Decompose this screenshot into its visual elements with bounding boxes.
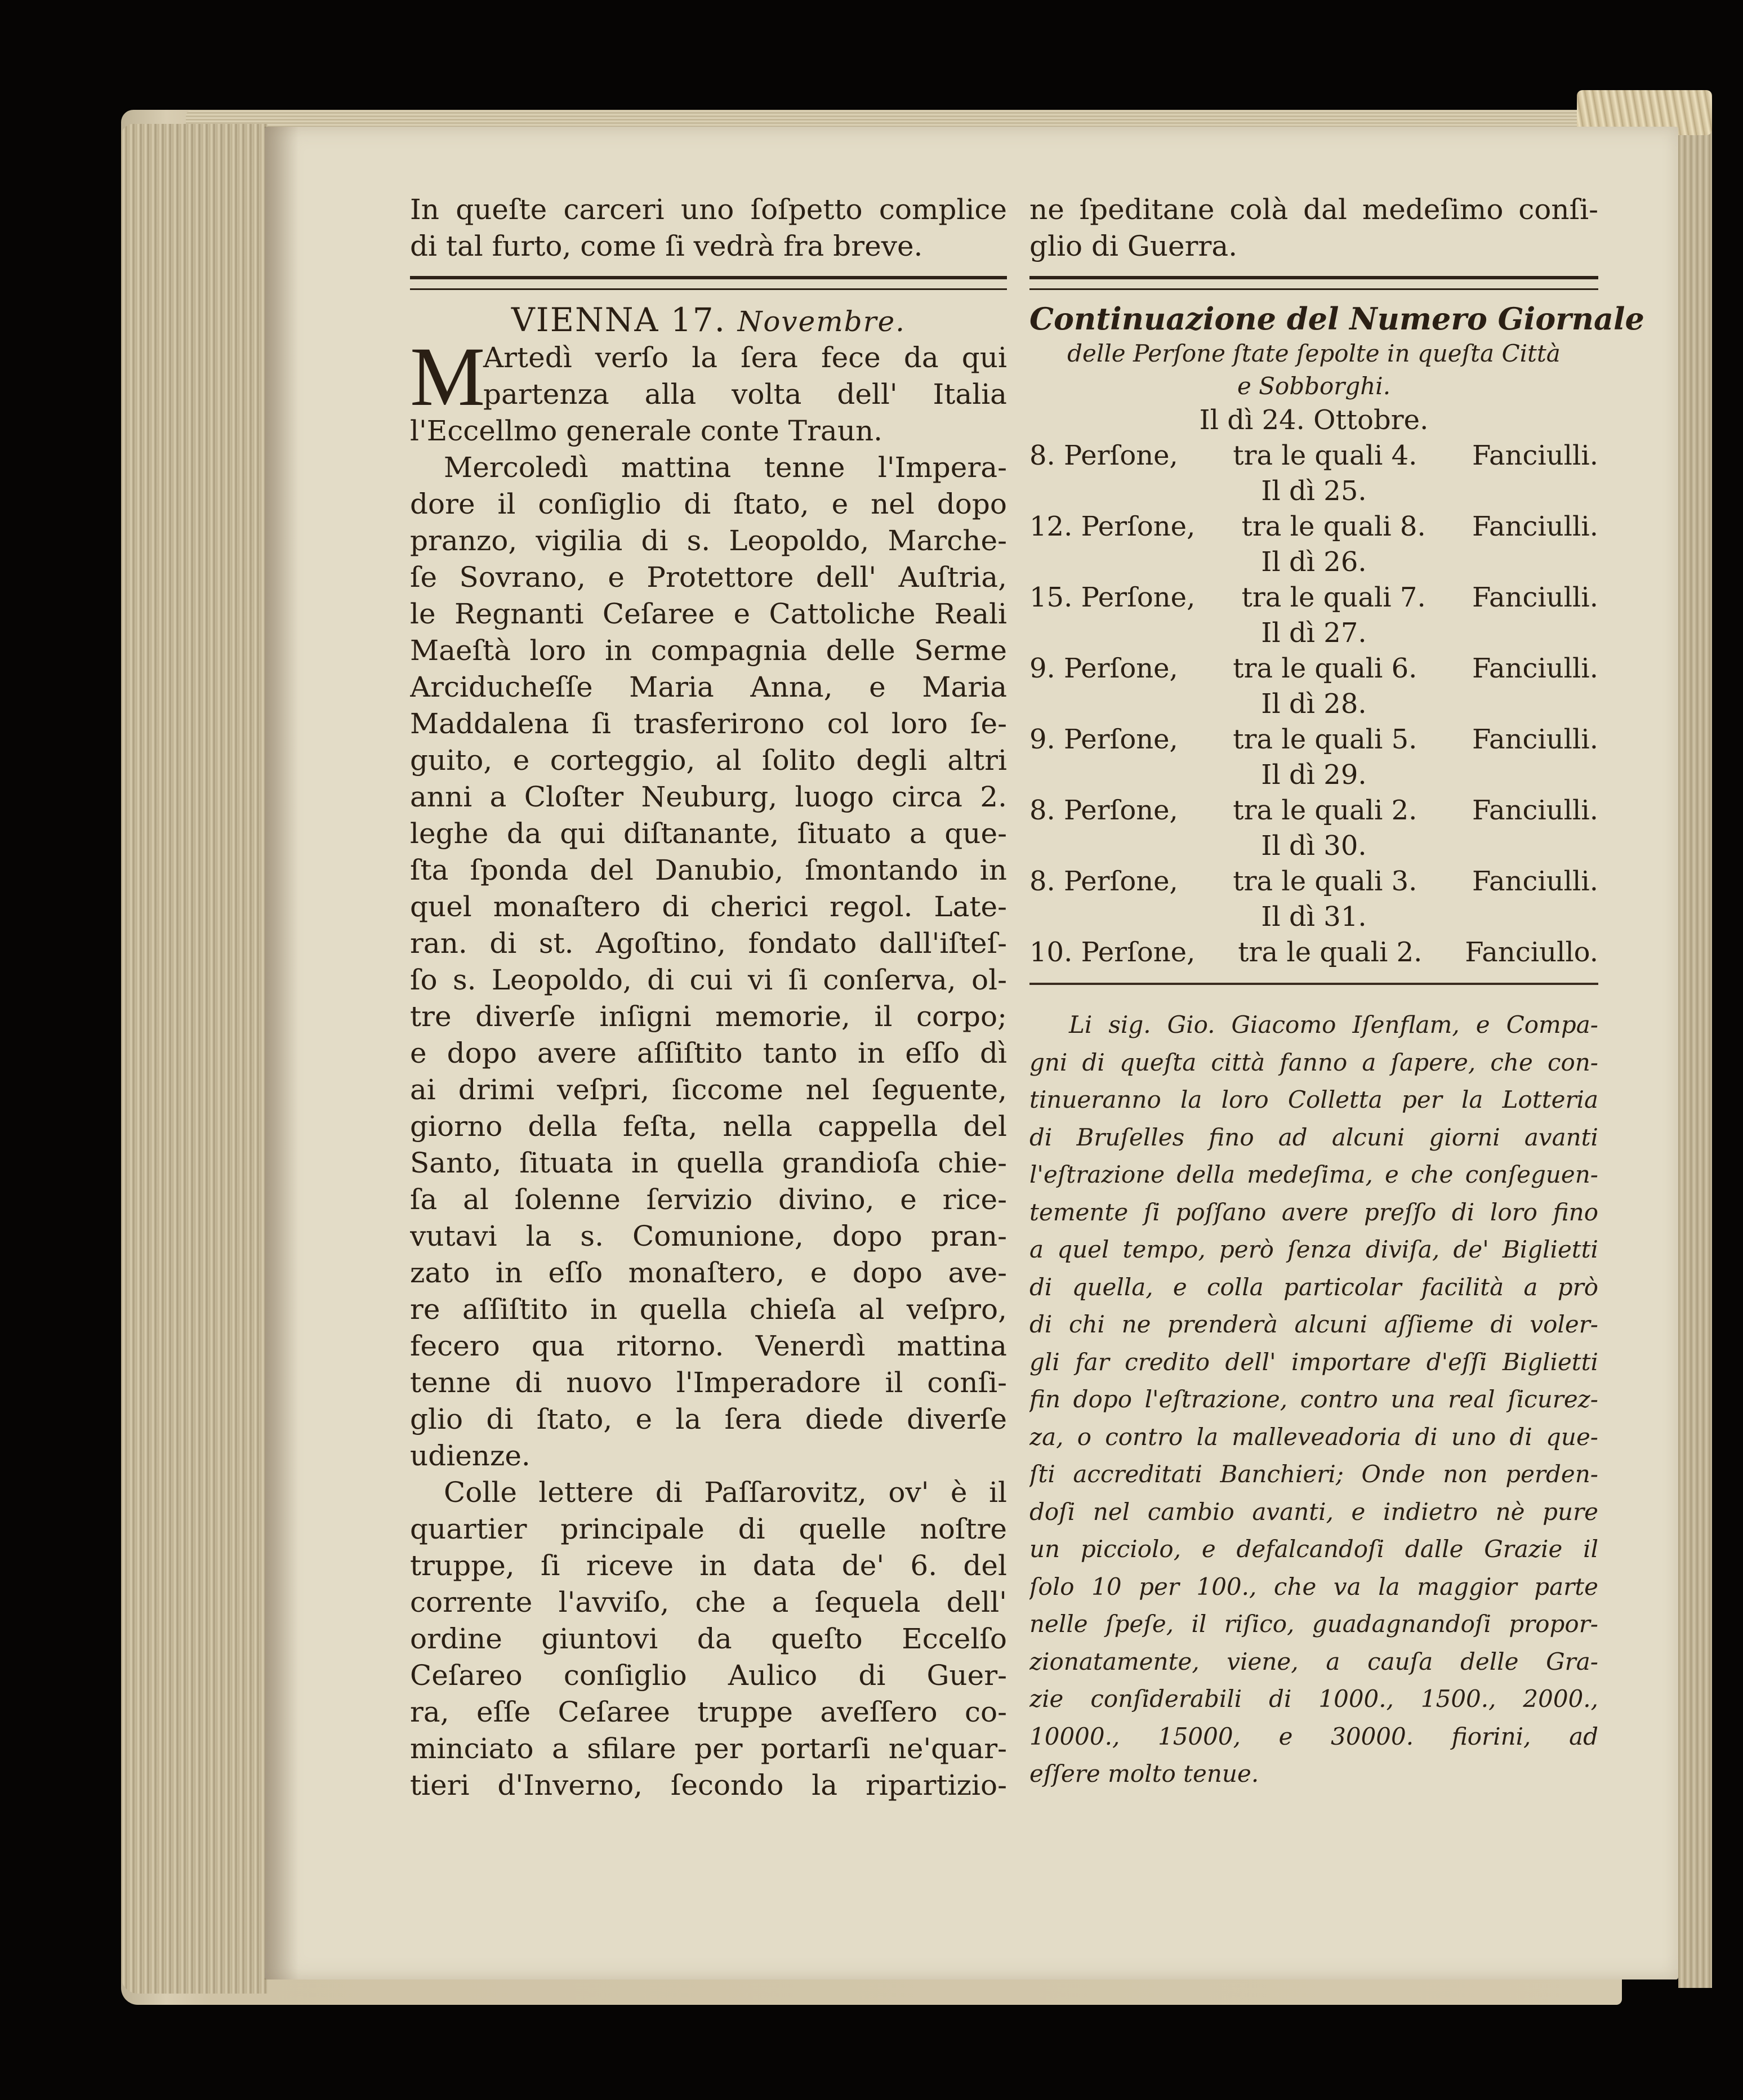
entry-day: Il dì 26.: [1261, 546, 1367, 578]
text-line: guito, e corteggio, al ſolito degli altri: [410, 744, 1007, 777]
text-line: ſta ſponda del Danubio, ſmontando in: [410, 854, 1007, 886]
burial-list: [1029, 403, 1598, 970]
text-line: Li sig. Gio. Giacomo Iſenflam, e Compa-: [1069, 1011, 1598, 1038]
text-line: le Regnanti Ceſaree e Cattoliche Reali: [410, 598, 1007, 630]
text-line: leghe da qui diſtanante, ſituato a que-: [410, 817, 1007, 850]
text-line: a quel tempo, però ſenza diviſa, de' Biglietti: [1029, 1236, 1598, 1263]
text-line: tenne di nuovo l'Imperadore il conſi-: [410, 1366, 1007, 1399]
text-line: Maddalena ſi trasferirono col loro ſe-: [410, 707, 1007, 740]
text-line: Colle lettere di Paſſarovitz, ov' è il: [444, 1476, 1007, 1509]
burial-list-heading: Continuazione del Numero Giornale: [1029, 301, 1644, 337]
entry-middle: tra le quali 5.: [1233, 724, 1417, 755]
entry-middle: tra le quali 7.: [1241, 582, 1426, 613]
burial-list-subheading: e Sobborghi.: [1237, 372, 1391, 400]
text-line: ſolo 10 per 100., che va la maggior parte: [1029, 1572, 1598, 1600]
entry-count: 10. Perſone,: [1029, 937, 1196, 968]
text-line: ſe Sovrano, e Protettore dell' Auſtria,: [410, 561, 1007, 594]
text-line: ra, eſſe Ceſaree truppe aveſſero co-: [410, 1696, 1007, 1728]
entry-middle: tra le quali 2.: [1238, 937, 1423, 968]
entry-count: 9. Perſone,: [1029, 653, 1178, 684]
text-line: ne ſpeditane colà dal medeſimo conſi-: [1029, 193, 1598, 226]
text-line: Ceſareo conſiglio Aulico di Guer-: [410, 1659, 1007, 1692]
lottery-notice: [1029, 1006, 1598, 1793]
entry-children: Fanciulli.: [1472, 440, 1598, 471]
dateline-heading: [410, 300, 1007, 340]
text-line: truppe, ſi riceve in data de' 6. del: [410, 1549, 1007, 1582]
entry-row: [1029, 935, 1598, 970]
text-line: Maeſtà loro in compagnia delle Serme: [410, 634, 1007, 667]
text-line: vutavi la s. Comunione, dopo pran-: [410, 1220, 1007, 1252]
entry-children: Fanciulli.: [1472, 582, 1598, 613]
entry-children: Fanciulli.: [1472, 795, 1598, 826]
text-line: ai drimi veſpri, ſiccome nel ſeguente,: [410, 1073, 1007, 1106]
entry-day: Il dì 29.: [1261, 759, 1367, 791]
entry-day: Il dì 24. Ottobre.: [1199, 404, 1429, 436]
text-line: tinueranno la loro Colletta per la Lotteria: [1029, 1086, 1598, 1113]
text-line: za, o contro la malleveadoria di uno di que-: [1029, 1423, 1598, 1451]
text-line: nelle ſpeſe, il riſico, guadagnandoſi propor-: [1029, 1610, 1598, 1638]
entry-count: 8. Perſone,: [1029, 440, 1178, 471]
entry-middle: tra le quali 4.: [1233, 440, 1417, 471]
entry-day: Il dì 27.: [1261, 617, 1367, 649]
text-line: anni a Cloſter Neuburg, luogo circa 2.: [410, 781, 1007, 813]
text-line: gni di queſta città fanno a ſapere, che con-: [1029, 1048, 1598, 1076]
text-line: minciato a sfilare per portarſi ne'quar-: [410, 1732, 1007, 1765]
text-line: In queſte carceri uno ſoſpetto complice: [410, 193, 1007, 226]
drop-cap: M: [410, 330, 485, 423]
text-line: tieri d'Inverno, ſecondo la ripartizio-: [410, 1769, 1007, 1802]
text-line: ſa al ſolenne ſervizio divino, e rice-: [410, 1183, 1007, 1216]
text-line: gli far credito dell' importare d'eſſi Biglietti: [1029, 1348, 1598, 1376]
entry-children: Fanciulli.: [1472, 511, 1598, 542]
text-line: Artedì verſo la ſera fece da qui: [483, 341, 1007, 374]
text-line: un picciolo, e defalcandoſi dalle Grazie il: [1029, 1535, 1598, 1563]
entry-row: [1029, 722, 1598, 757]
page-edges-right: [1678, 118, 1712, 1988]
entry-children: Fanciulli.: [1472, 724, 1598, 755]
text-line: zie conſiderabili di 1000., 1500., 2000.,: [1029, 1685, 1598, 1713]
entry-row: [1029, 793, 1598, 828]
text-line: Mercoledì mattina tenne l'Impera-: [444, 451, 1007, 484]
text-line: pranzo, vigilia di s. Leopoldo, Marche-: [410, 524, 1007, 557]
text-line: 10000., 15000, e 30000. fiorini, ad: [1029, 1722, 1598, 1750]
text-line: eſſere molto tenue.: [1029, 1760, 1259, 1787]
second-paragraph: [410, 449, 1007, 1474]
entry-middle: tra le quali 3.: [1233, 866, 1417, 897]
text-line: doſi nel cambio avanti, e indietro nè pure: [1029, 1497, 1598, 1526]
text-line: ran. di st. Agoſtino, fondato dall'iſteſ-: [410, 927, 1007, 960]
section-rule: [1029, 983, 1598, 989]
entry-count: 8. Perſone,: [1029, 795, 1178, 826]
text-line: l'eſtrazione della medeſima, e che conſeguen-: [1029, 1161, 1598, 1188]
text-line: ſo s. Leopoldo, di cui vi ſi conſerva, ol-: [410, 964, 1007, 996]
text-line: giorno della feſta, nella cappella del: [410, 1110, 1007, 1143]
entry-children: Fanciulli.: [1472, 653, 1598, 684]
text-line: zato in eſſo monaſtero, e dopo ave-: [410, 1256, 1007, 1289]
text-line: ſti accreditati Banchieri; Onde non perden-: [1029, 1460, 1598, 1488]
entry-count: 12. Perſone,: [1029, 511, 1196, 542]
text-line: tre diverſe inſigni memorie, il corpo;: [410, 1000, 1007, 1033]
entry-row: [1029, 509, 1598, 545]
text-line: re aſſiſtito in quella chieſa al veſpro,: [410, 1293, 1007, 1326]
text-line: e dopo avere aſſiſtito tanto in eſſo dì: [410, 1037, 1007, 1069]
text-line: di Bruſelles fino ad alcuni giorni avanti: [1029, 1123, 1598, 1151]
text-line: quartier principale di quelle noſtre: [410, 1513, 1007, 1545]
text-line: ordine giuntovi da queſto Eccelſo: [410, 1622, 1007, 1655]
page-edges-left: [121, 124, 268, 1994]
entry-count: 9. Perſone,: [1029, 724, 1178, 755]
entry-children: Fanciullo.: [1465, 937, 1598, 968]
entry-count: 15. Perſone,: [1029, 582, 1196, 613]
entry-row: [1029, 651, 1598, 686]
text-line: zionatamente, viene, a cauſa delle Gra-: [1029, 1647, 1598, 1675]
left-column: [410, 191, 1007, 1804]
entry-count: 8. Perſone,: [1029, 866, 1178, 897]
dateline-place: VIENNA 17.: [511, 301, 726, 339]
text-line: l'Eccellmo generale conte Traun.: [410, 414, 883, 447]
entry-middle: tra le quali 8.: [1241, 511, 1426, 542]
text-line: di chi ne prenderà alcuni aſſieme di voler-: [1029, 1310, 1598, 1338]
text-line: temente ſi poſſano avere preſſo di loro fino: [1029, 1198, 1598, 1226]
entry-day: Il dì 31.: [1261, 901, 1367, 933]
dateline-month: Novembre.: [737, 305, 906, 338]
text-line: fecero qua ritorno. Venerdì mattina: [410, 1330, 1007, 1362]
entry-day: Il dì 25.: [1261, 475, 1367, 507]
entry-middle: tra le quali 2.: [1233, 795, 1417, 826]
gutter-shadow: [265, 127, 298, 1979]
entry-row: [1029, 580, 1598, 616]
entry-middle: tra le quali 6.: [1233, 653, 1417, 684]
entry-day: Il dì 28.: [1261, 688, 1367, 720]
text-line: udienze.: [410, 1439, 531, 1472]
right-column: [1029, 191, 1644, 1793]
text-line: corrente l'avviſo, che a ſequela dell': [410, 1586, 1007, 1619]
text-line: glio di ſtato, e la ſera diede diverſe: [410, 1403, 1007, 1435]
entry-row: [1029, 438, 1598, 474]
burial-list-subheading: delle Perſone ſtate ſepolte in queſta Città: [1067, 340, 1561, 367]
entry-day: Il dì 30.: [1261, 830, 1367, 862]
text-line: partenza alla volta dell' Italia: [483, 378, 1007, 411]
text-line: fin dopo l'eſtrazione, contro una real ſicurez-: [1029, 1385, 1598, 1413]
third-paragraph: [410, 1474, 1007, 1804]
entry-row: [1029, 864, 1598, 899]
text-line: di tal furto, come ſi vedrà fra breve.: [410, 230, 923, 262]
text-line: quel monaſtero di cherici regol. Late-: [410, 890, 1007, 923]
first-paragraph: [410, 330, 1007, 449]
text-line: di quella, e colla particolar facilità a prò: [1029, 1273, 1598, 1301]
text-line: glio di Guerra.: [1029, 230, 1238, 262]
text-line: Arciducheſſe Maria Anna, e Maria: [410, 671, 1007, 703]
section-rule: [410, 276, 1007, 290]
section-rule: [1029, 276, 1598, 290]
entry-children: Fanciulli.: [1472, 866, 1598, 897]
text-line: Santo, ſituata in quella grandioſa chie-: [410, 1147, 1007, 1179]
text-line: dore il conſiglio di ſtato, e nel dopo: [410, 488, 1007, 520]
